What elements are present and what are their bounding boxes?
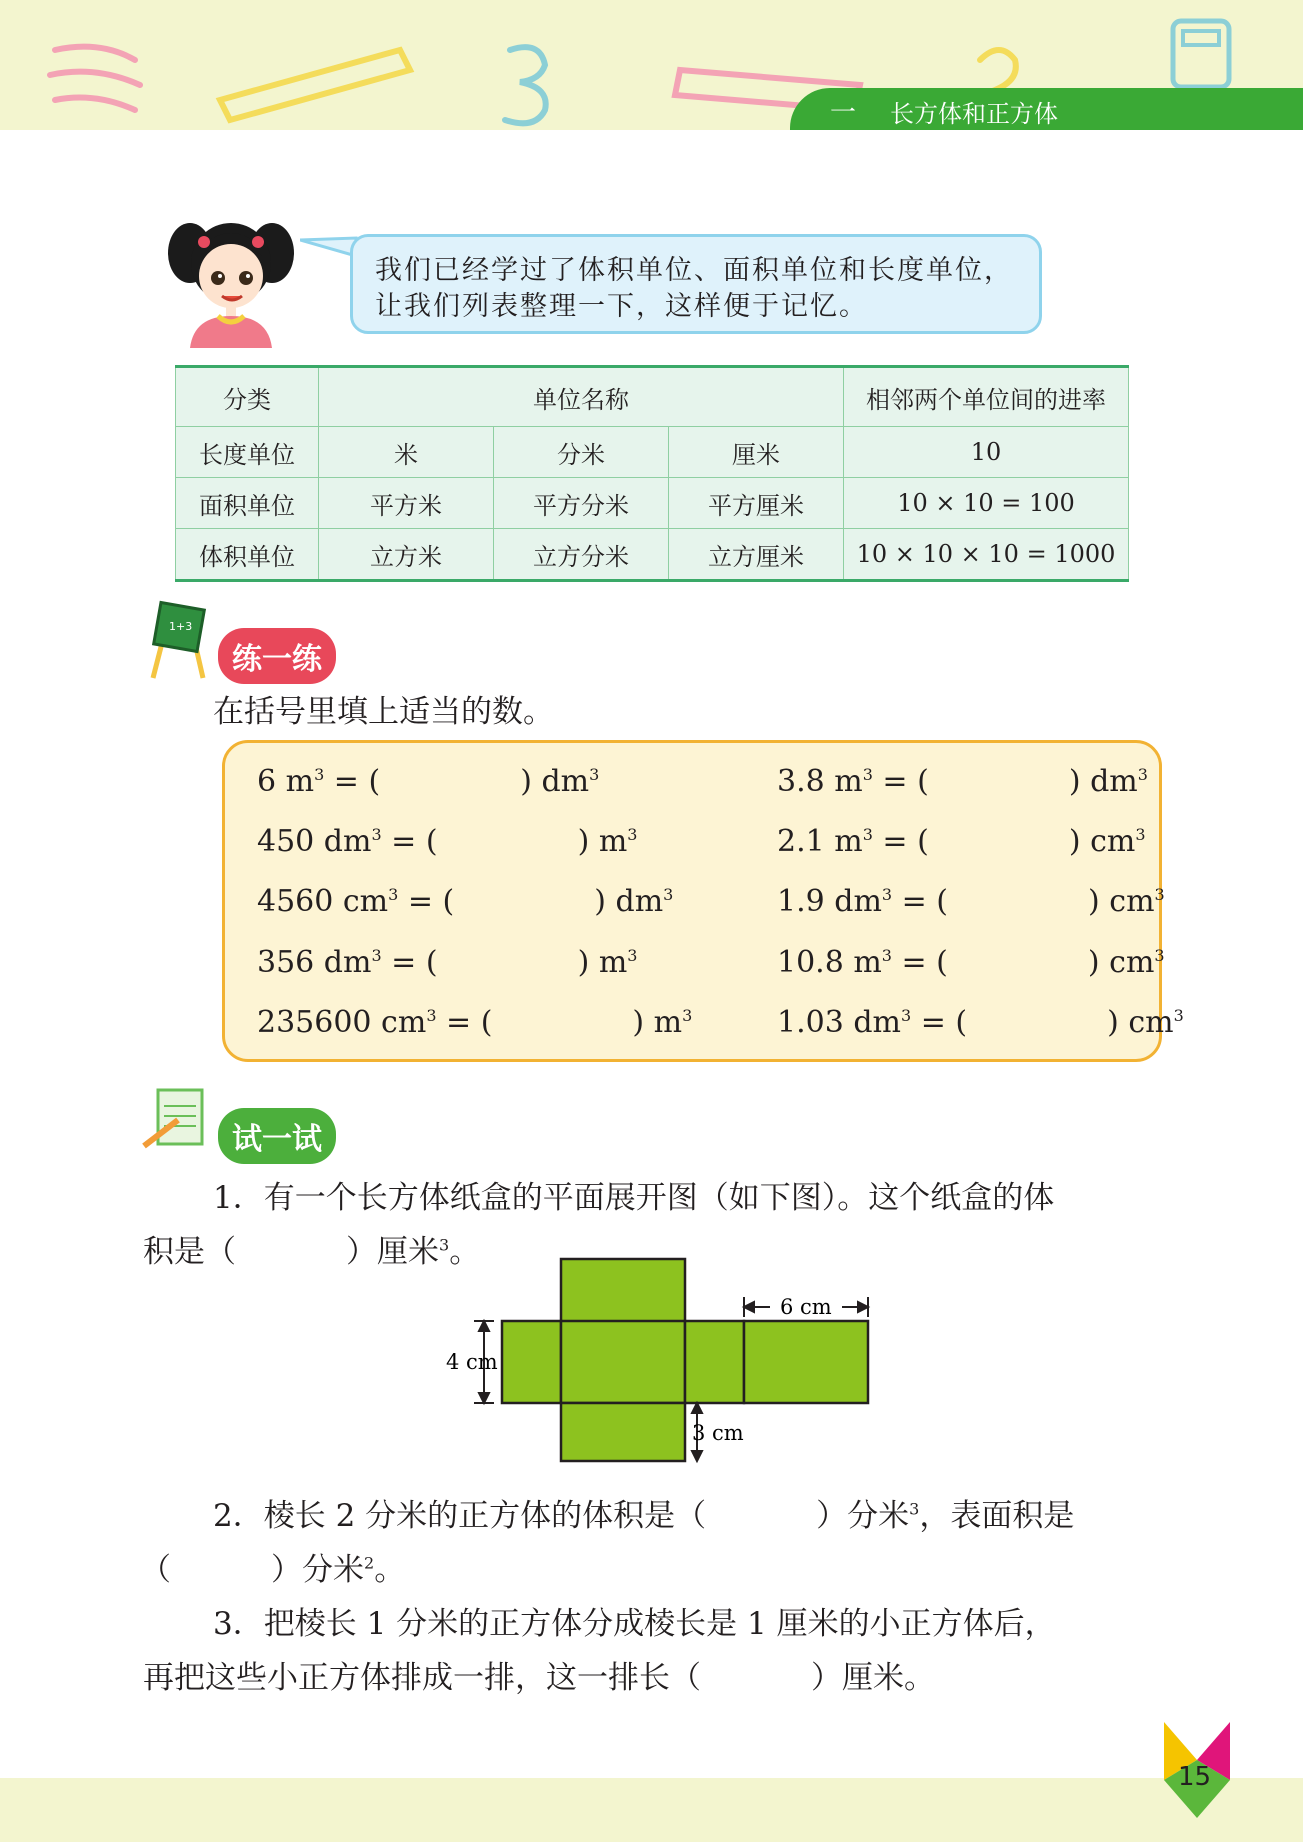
exercise-item: 10.8 $m^3$ = ( ) $cm^3$ [777,945,1165,980]
svg-text:1+3: 1+3 [169,620,193,633]
exercise-item: 1.9 $dm^3$ = ( ) $cm^3$ [777,884,1165,919]
practice-instruction: 在括号里填上适当的数。 [213,694,554,730]
exercise-item: 6 $m^3$ = ( ) $dm^3$ [257,764,600,799]
table-cell: 长度单位 [176,427,319,478]
table-cell: 立方米 [319,529,494,581]
table-cell: 平方分米 [494,478,669,529]
exercise-item: 356 $dm^3$ = ( ) $m^3$ [257,945,638,980]
speech-line-2: 让我们列表整理一下，这样便于记忆。 [375,291,868,322]
table-cell: 立方厘米 [669,529,844,581]
table-cell: 10 × 10 × 10 = 1000 [844,529,1129,581]
height-label: 4 cm [446,1350,498,1374]
question-1-line-2: 积是（ ）厘米$^3$。 [143,1234,481,1270]
calculator-icon [1165,15,1245,95]
page-number: 15 [1178,1762,1212,1792]
table-cell: 10 [844,427,1129,478]
table-cell: 米 [319,427,494,478]
exercise-item: 450 $dm^3$ = ( ) $m^3$ [257,824,638,859]
depth-label: 3 cm [692,1421,744,1445]
width-label: 6 cm [780,1295,832,1319]
table-cell: 面积单位 [176,478,319,529]
exercise-item: 235600 $cm^3$ = ( ) $m^3$ [257,1005,693,1040]
exercise-item: 2.1 $m^3$ = ( ) $cm^3$ [777,824,1146,859]
table-cell: 10 × 10 = 100 [844,478,1129,529]
table-header: 单位名称 [319,367,844,427]
table-cell: 平方厘米 [669,478,844,529]
box-net-diagram [440,1255,880,1465]
question-1-line-1: 1．有一个长方体纸盒的平面展开图（如下图）。这个纸盒的体 [213,1180,1055,1216]
units-table [175,365,1129,582]
question-2-line-1: 2．棱长 2 分米的正方体的体积是（ ）分米$^3$，表面积是 [213,1498,1075,1534]
girl-avatar [160,208,300,348]
question-3-line-1: 3．把棱长 1 分米的正方体分成棱长是 1 厘米的小正方体后， [213,1606,1056,1642]
exercise-item: 4560 $cm^3$ = ( ) $dm^3$ [257,884,674,919]
chapter-title: 长方体和正方体 [890,100,1058,128]
question-2-line-2: （ ）分米$^2$。 [140,1552,406,1588]
table-cell: 立方分米 [494,529,669,581]
table-cell: 平方米 [319,478,494,529]
exercise-item: 1.03 $dm^3$ = ( ) $cm^3$ [777,1005,1184,1040]
chapter-number: 一 [830,98,857,128]
table-cell: 厘米 [669,427,844,478]
table-cell: 体积单位 [176,529,319,581]
try-label: 试一试 [218,1108,336,1164]
question-3-line-2: 再把这些小正方体排成一排，这一排长（ ）厘米。 [143,1660,935,1696]
chalkboard-icon [143,598,215,680]
practice-label: 练一练 [218,628,336,684]
exercise-item: 3.8 $m^3$ = ( ) $dm^3$ [777,764,1148,799]
notebook-icon [142,1086,212,1152]
table-header: 分类 [176,367,319,427]
speech-line-1: 我们已经学过了体积单位、面积单位和长度单位， [375,255,1013,286]
table-cell: 分米 [494,427,669,478]
table-header: 相邻两个单位间的进率 [844,367,1129,427]
footer-band [0,1778,1303,1842]
